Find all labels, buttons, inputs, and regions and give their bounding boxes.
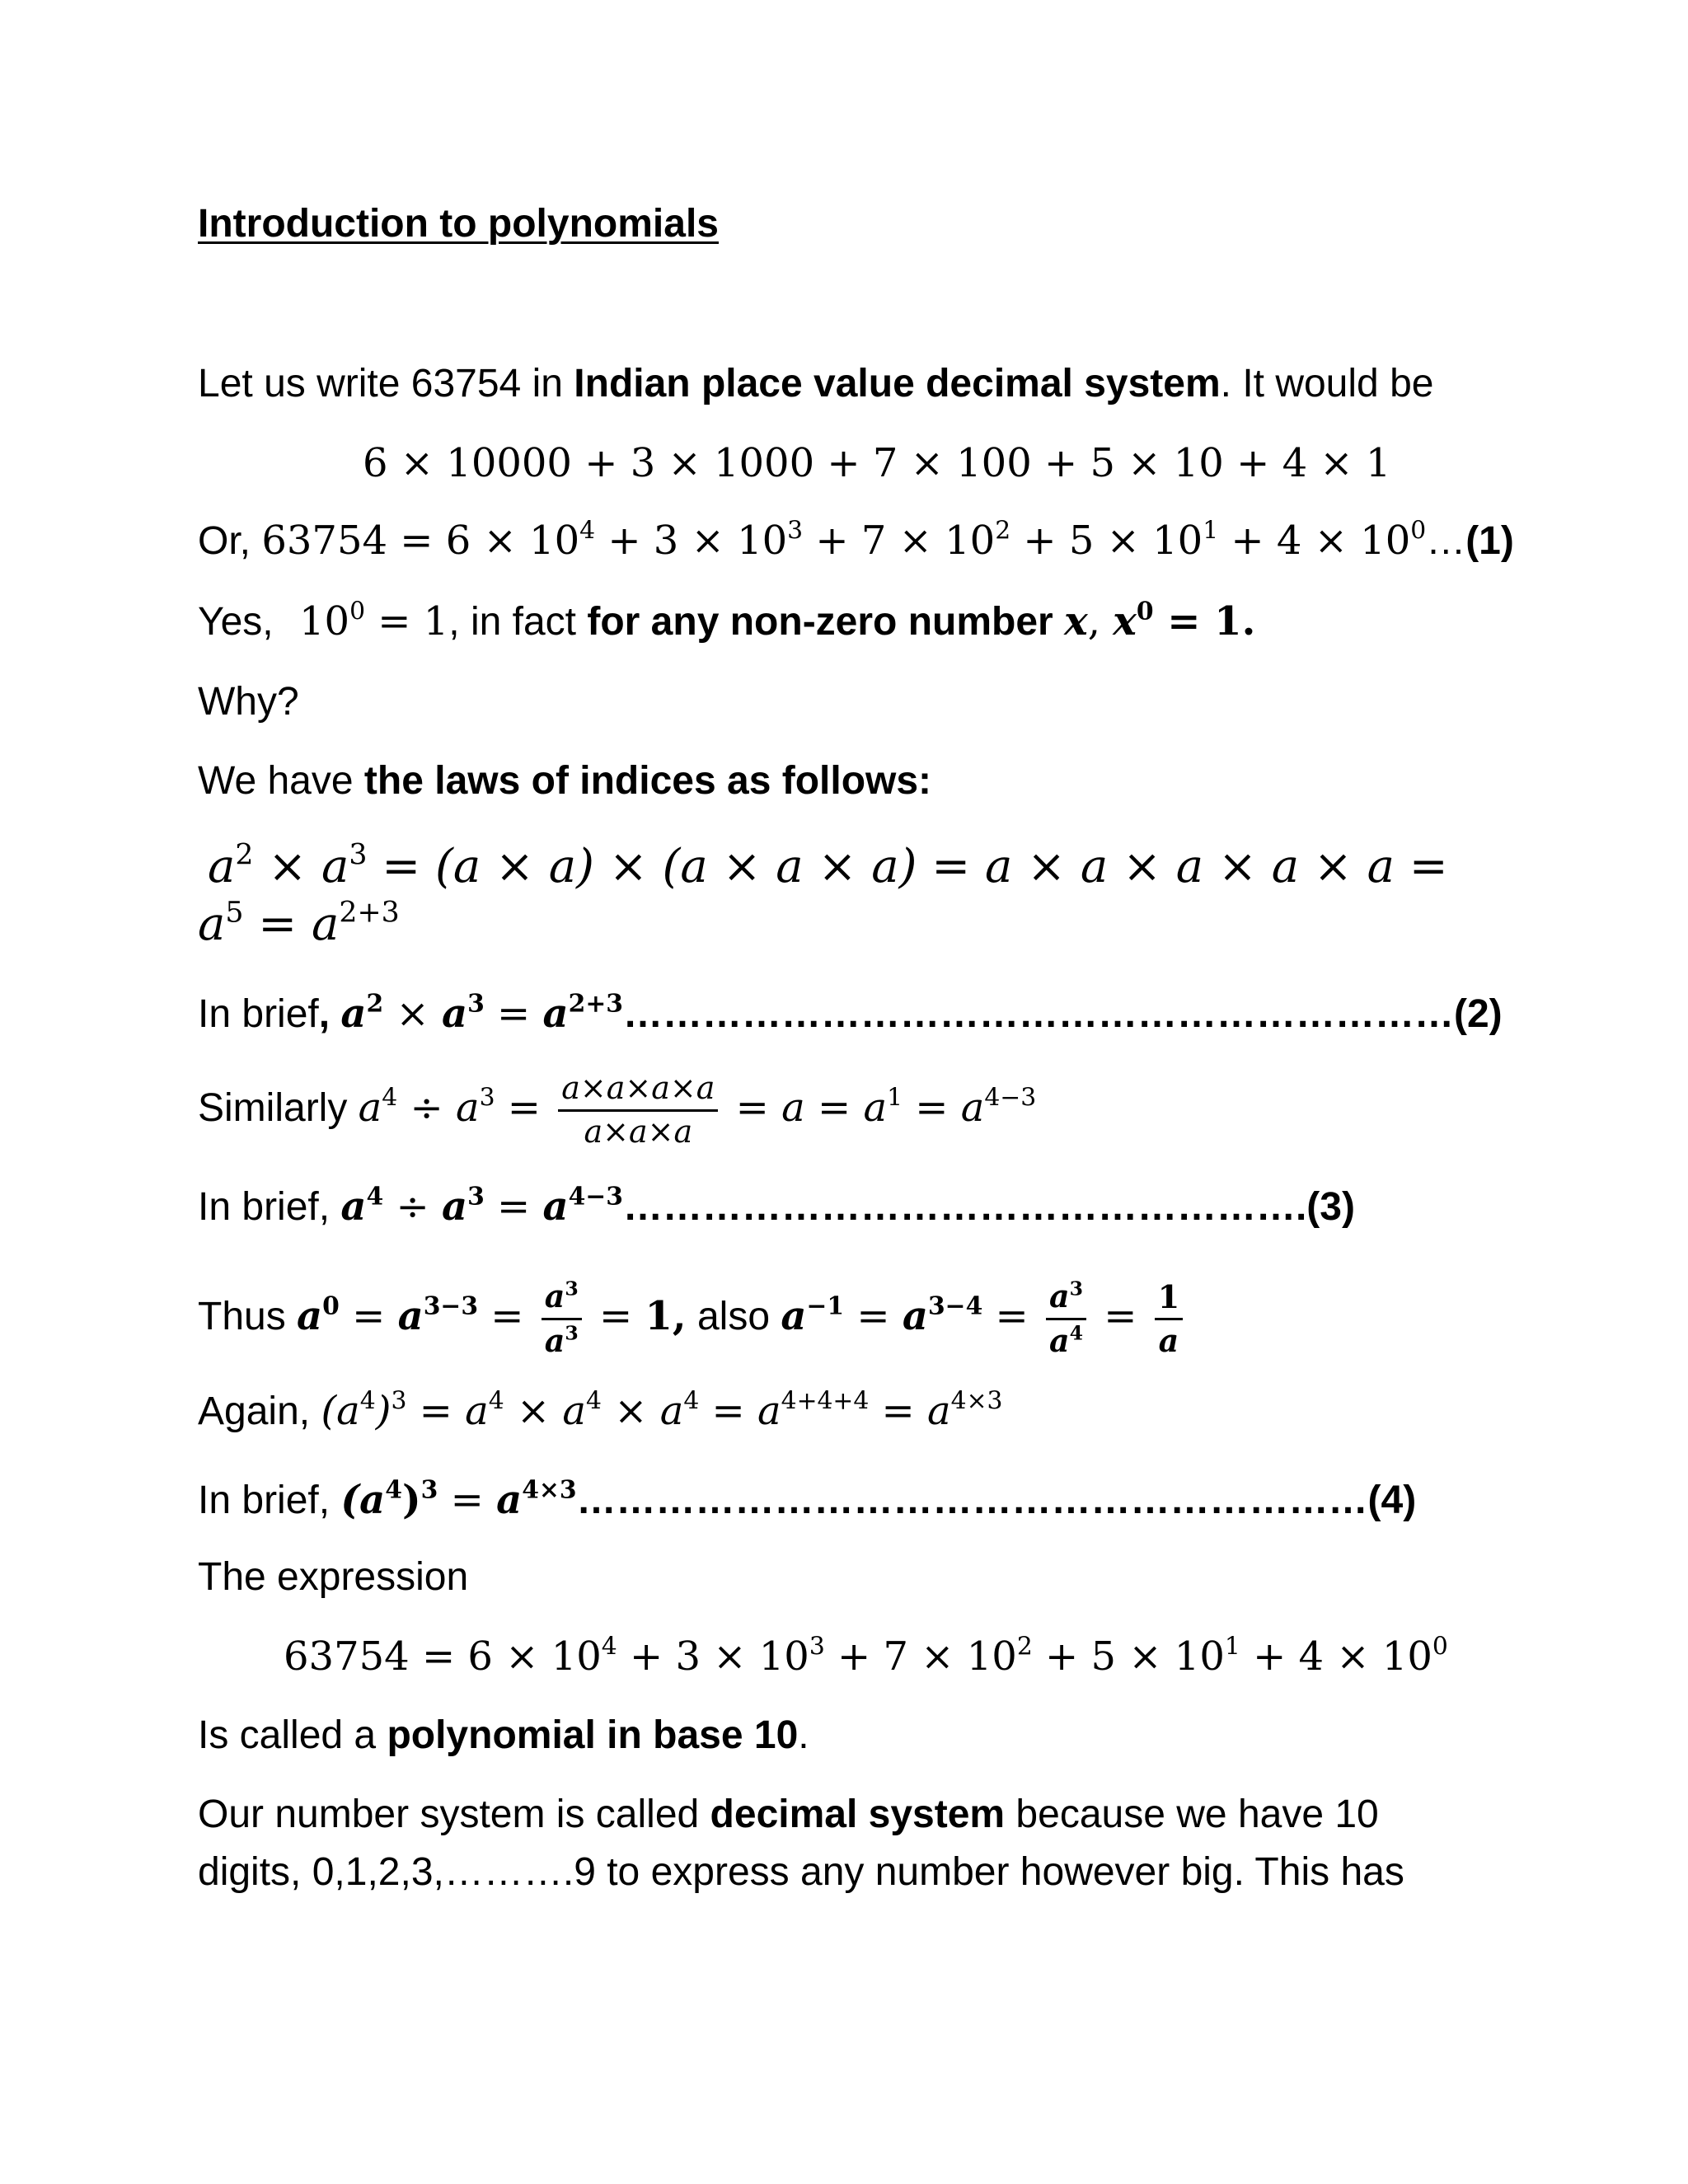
law-expansion-line1 xyxy=(208,838,1448,893)
paren: ) xyxy=(375,1388,392,1434)
eq: = xyxy=(438,1477,497,1523)
eq-term: + 7 × 10 xyxy=(803,518,996,564)
exp: 4 xyxy=(359,1386,376,1416)
exp: 2 xyxy=(235,838,254,872)
exp: 3 xyxy=(479,1083,495,1113)
eq-term: + 3 × 10 xyxy=(617,1633,809,1680)
bold-text: the laws of indices as follows: xyxy=(363,759,932,803)
one: 1, xyxy=(645,1292,687,1339)
yes-label: Yes, xyxy=(198,600,284,644)
power-law xyxy=(198,1475,1417,1523)
exp: 0 xyxy=(1410,516,1427,546)
denominator: a×a×a xyxy=(584,1113,693,1150)
denominator: a xyxy=(544,1321,565,1359)
ellipsis: … xyxy=(1426,519,1466,563)
fraction xyxy=(1155,1280,1183,1358)
eq: = xyxy=(586,1292,645,1339)
denominator: a xyxy=(1158,1321,1179,1359)
exp: 2 xyxy=(995,516,1011,546)
text: We have xyxy=(198,759,364,803)
decimal-paragraph-line1 xyxy=(198,1795,1379,1835)
label: In brief xyxy=(198,992,319,1036)
exp: 2+3 xyxy=(339,896,400,930)
var: a xyxy=(297,1292,323,1339)
quotient-example xyxy=(198,1071,1036,1150)
or-label: Or, xyxy=(198,519,262,563)
product-law xyxy=(198,989,1503,1037)
exp: 2 xyxy=(366,989,384,1019)
exp: 0 xyxy=(1136,597,1154,626)
label: In brief, xyxy=(198,1185,341,1229)
exp: 4 xyxy=(579,516,596,546)
base: 10 xyxy=(298,598,350,644)
exp: 4−3 xyxy=(568,1182,623,1212)
expr: (a xyxy=(321,1388,360,1434)
comma: , xyxy=(1087,598,1114,644)
numerator: a×a×a×a xyxy=(558,1071,718,1112)
paren: ) xyxy=(401,1477,421,1523)
eq: = xyxy=(982,1292,1042,1339)
law-expansion-line2 xyxy=(198,896,400,951)
exp: 4 xyxy=(601,1632,617,1661)
eq-term: + 4 × 10 xyxy=(1218,518,1411,564)
var: a xyxy=(397,1292,424,1339)
exp: 3 xyxy=(565,1277,579,1301)
var: a xyxy=(208,840,236,893)
exp: 3 xyxy=(1069,1277,1084,1301)
expr: = a xyxy=(869,1388,951,1434)
denominator: a xyxy=(1049,1321,1070,1359)
exp: 4×3 xyxy=(522,1475,577,1505)
label: Thus xyxy=(198,1294,298,1338)
var: a xyxy=(455,1084,480,1131)
laws-intro xyxy=(198,759,932,803)
eq: = xyxy=(844,1292,903,1339)
exp: 2 xyxy=(1016,1632,1033,1661)
exp: 1 xyxy=(1224,1632,1240,1661)
exp: 3−3 xyxy=(423,1291,479,1321)
fraction xyxy=(1046,1279,1086,1359)
text: because we have 10 xyxy=(1005,1793,1379,1836)
op: ÷ xyxy=(397,1084,456,1131)
page-title: Introduction to polynomials xyxy=(198,202,719,246)
exp: 4+4+4 xyxy=(781,1386,870,1416)
comma: , xyxy=(318,992,341,1036)
expr: (a xyxy=(340,1477,386,1523)
var: a xyxy=(198,898,226,951)
equation-label: (3) xyxy=(1306,1185,1355,1229)
period: . xyxy=(798,1713,809,1757)
exp: 0 xyxy=(1432,1632,1448,1661)
exp: 3 xyxy=(349,838,368,872)
op: × xyxy=(253,840,322,893)
label: Similarly xyxy=(198,1085,359,1130)
zero-exponent-line xyxy=(198,597,1256,644)
expression-intro: The expression xyxy=(198,1555,469,1599)
eq-term: 63754 = 6 × 10 xyxy=(284,1633,602,1680)
exp: 3 xyxy=(787,516,804,546)
leader-dots: ……………………………………………………… xyxy=(622,992,1454,1036)
numerator: a xyxy=(1049,1277,1070,1315)
var: a xyxy=(542,991,569,1037)
text: Our number system is called xyxy=(198,1793,710,1836)
text: , in fact xyxy=(448,600,588,644)
fraction xyxy=(542,1279,582,1359)
eq: = xyxy=(1091,1292,1150,1339)
expr: = a xyxy=(903,1084,985,1131)
var: a xyxy=(496,1477,523,1523)
exp: 4 xyxy=(586,1386,602,1416)
var: a xyxy=(441,1183,468,1230)
label: In brief, xyxy=(198,1479,341,1522)
var: a xyxy=(312,898,340,951)
power-of-power-example xyxy=(198,1386,1003,1434)
eq: = xyxy=(339,1292,398,1339)
exp: 3 xyxy=(467,1182,485,1212)
expansion: = (a × a) × (a × a × a) = a × a × a × a × a = xyxy=(367,840,1448,893)
eq-term: + 5 × 10 xyxy=(1010,518,1203,564)
op: ÷ xyxy=(383,1183,442,1230)
zero-negative-exponent xyxy=(198,1279,1188,1359)
polynomial-definition xyxy=(198,1713,809,1757)
exp: 4 xyxy=(683,1386,700,1416)
polynomial-equation xyxy=(284,1632,1448,1680)
eq: = xyxy=(484,991,543,1037)
intro-paragraph xyxy=(198,364,1433,404)
expr: = a xyxy=(406,1388,489,1434)
var: x xyxy=(1064,598,1088,644)
exp: 3 xyxy=(565,1321,579,1345)
eq: = xyxy=(484,1183,543,1230)
exp: 3 xyxy=(420,1475,438,1505)
equation-label: (4) xyxy=(1367,1479,1417,1522)
expanded-equation: 6 × 10000 + 3 × 1000 + 7 × 100 + 5 × 10 + 4 × 1 xyxy=(363,440,1391,486)
power-equation-1 xyxy=(198,516,1514,564)
exp: 4−3 xyxy=(984,1083,1037,1113)
exp: 3 xyxy=(467,989,485,1019)
eq-term: + 3 × 10 xyxy=(595,518,788,564)
leader-dots: ……………………………………………. xyxy=(622,1185,1307,1229)
var: a xyxy=(902,1292,928,1339)
fraction xyxy=(558,1071,718,1150)
text: also xyxy=(686,1294,781,1338)
numerator: a xyxy=(544,1277,565,1315)
eq: = 1. xyxy=(1153,598,1256,644)
eq: = xyxy=(243,898,312,951)
intro-bold: Indian place value decimal system xyxy=(574,362,1221,405)
exp: 4 xyxy=(488,1386,504,1416)
equation-label: (1) xyxy=(1465,519,1514,563)
exp: 4 xyxy=(382,1083,398,1113)
eq-term: + 5 × 10 xyxy=(1032,1633,1225,1680)
op: × xyxy=(383,991,442,1037)
eq-term: 63754 = 6 × 10 xyxy=(261,518,580,564)
exp: 3 xyxy=(391,1386,407,1416)
exp: 1 xyxy=(1203,516,1219,546)
eq: = 1 xyxy=(365,598,449,644)
exp: −1 xyxy=(806,1291,845,1321)
numerator: 1 xyxy=(1155,1280,1183,1320)
leader-dots: …………………………………………………… xyxy=(576,1479,1368,1522)
quotient-law xyxy=(198,1182,1355,1230)
exp: 4 xyxy=(385,1475,402,1505)
text: Is called a xyxy=(198,1713,387,1757)
exp: 3−4 xyxy=(927,1291,983,1321)
eq-term: + 7 × 10 xyxy=(824,1633,1017,1680)
exp: 3 xyxy=(809,1632,825,1661)
var: x xyxy=(1113,598,1137,644)
exp: 0 xyxy=(349,597,365,626)
equation-label: (2) xyxy=(1453,992,1503,1036)
bold-text: for any non-zero number xyxy=(587,600,1065,644)
eq-term: + 4 × 10 xyxy=(1240,1633,1432,1680)
var: a xyxy=(358,1084,382,1131)
eq: = xyxy=(478,1292,537,1339)
exp: 0 xyxy=(322,1291,340,1321)
var: a xyxy=(542,1183,569,1230)
var: a xyxy=(321,840,349,893)
exp: 2+3 xyxy=(568,989,623,1019)
exp: 4 xyxy=(1069,1321,1084,1345)
var: a xyxy=(340,1183,367,1230)
bold-text: polynomial in base 10 xyxy=(387,1713,799,1757)
exp: 5 xyxy=(225,896,244,930)
var: a xyxy=(340,991,367,1037)
expr: = a = a xyxy=(723,1084,888,1131)
expr: × a xyxy=(601,1388,684,1434)
bold-text: decimal system xyxy=(710,1793,1006,1836)
intro-end: . It would be xyxy=(1220,362,1434,405)
var: a xyxy=(781,1292,807,1339)
eq: = xyxy=(495,1084,554,1131)
label: Again, xyxy=(198,1390,321,1433)
exp: 4 xyxy=(366,1182,384,1212)
intro-text: Let us write 63754 in xyxy=(198,362,574,405)
why-question: Why? xyxy=(198,680,299,724)
exp: 1 xyxy=(887,1083,903,1113)
exp: 4×3 xyxy=(950,1386,1003,1416)
expr: = a xyxy=(699,1388,781,1434)
expr: × a xyxy=(504,1388,587,1434)
decimal-paragraph-line2: digits, 0,1,2,3,……….9 to express any number however big. This has xyxy=(198,1850,1404,1894)
var: a xyxy=(441,991,468,1037)
